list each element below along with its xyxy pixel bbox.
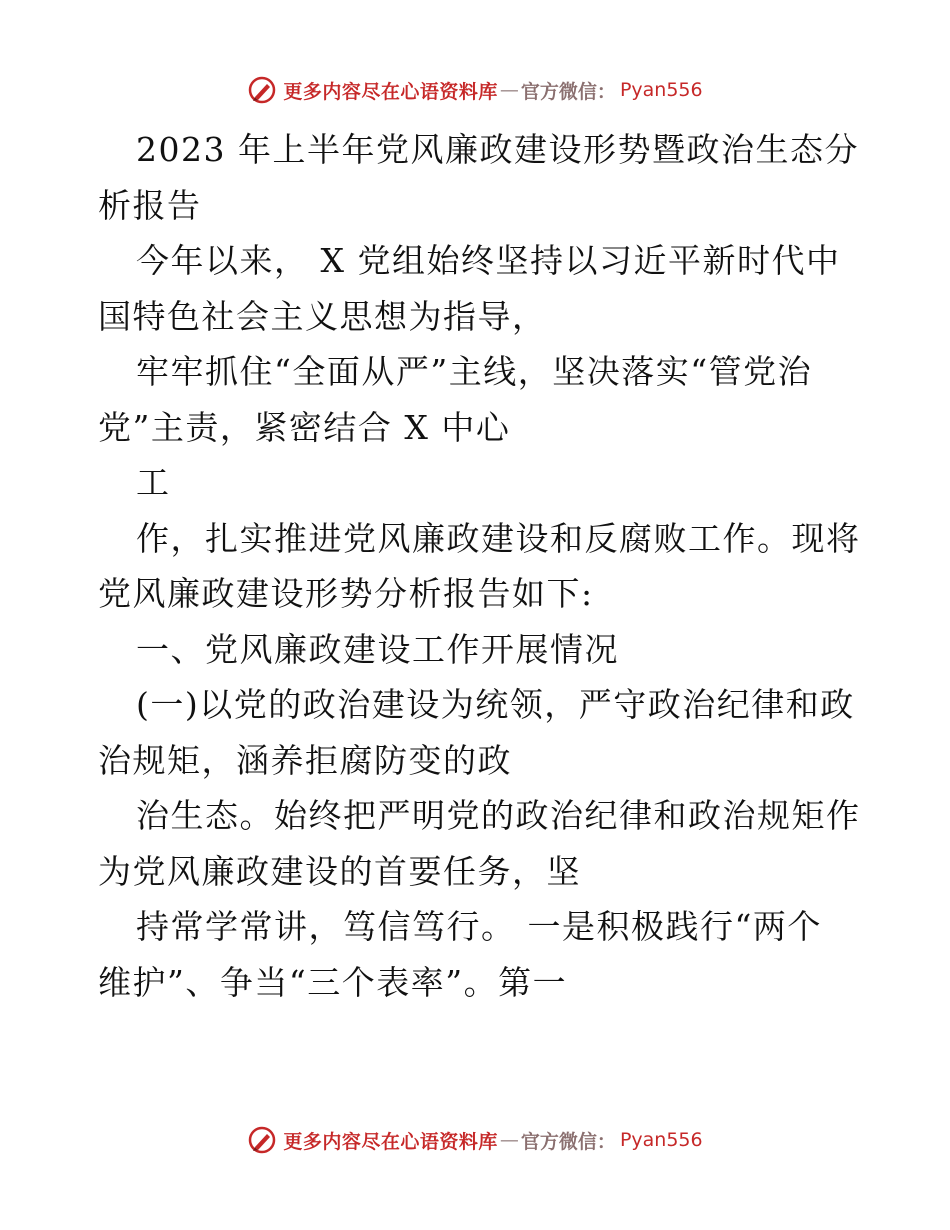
text-line: (一)以党的政治建设为统领，严守政治纪律和政 [136,685,855,724]
watermark-text: 更多内容尽在心语资料库 [283,80,498,103]
text-line: 国特色社会主义思想为指导， [98,296,547,336]
watermark-id: Pyan556 [619,79,703,101]
text-line: 党”主责，紧密结合 X 中心 [98,407,511,447]
pen-logo-icon [247,75,277,105]
text-line: 2023 年上半年党风廉政建设形势暨政治生态分 [136,130,859,169]
watermark-separator: — [499,1129,519,1151]
watermark-text: 更多内容尽在心语资料库 [283,1130,498,1153]
text-line: 党风廉政建设形势分析报告如下: [98,574,594,613]
text-line: 为党风廉政建设的首要任务，坚 [98,851,581,891]
text-line: 治规矩，涵养拒腐防变的政 [98,740,512,780]
watermark-id: Pyan556 [619,1129,703,1151]
watermark-label: 官方微信： [520,80,616,103]
text-line: 一、党风廉政建设工作开展情况 [136,629,619,669]
text-line: 工 [136,463,171,502]
text-line: 析报告 [98,185,202,225]
text-line: 牢牢抓住“全面从严”主线，坚决落实“管党治 [136,352,813,391]
header-watermark [0,70,950,110]
text-line: 作，扎实推进党风廉政建设和反腐败工作。现将 [136,518,861,558]
text-line: 持常学常讲，笃信笃行。 一是积极践行“两个 [136,907,822,946]
footer-watermark [0,1120,950,1160]
document-body [98,122,861,1010]
text-line: 维护”、争当“三个表率”。第一 [98,962,568,1002]
watermark-separator: — [499,79,519,101]
pen-logo-icon [247,1125,277,1155]
text-line: 今年以来， X 党组始终坚持以习近平新时代中 [136,241,841,280]
watermark-label: 官方微信： [520,1130,616,1153]
text-line: 治生态。始终把严明党的政治纪律和政治规矩作 [136,796,861,835]
